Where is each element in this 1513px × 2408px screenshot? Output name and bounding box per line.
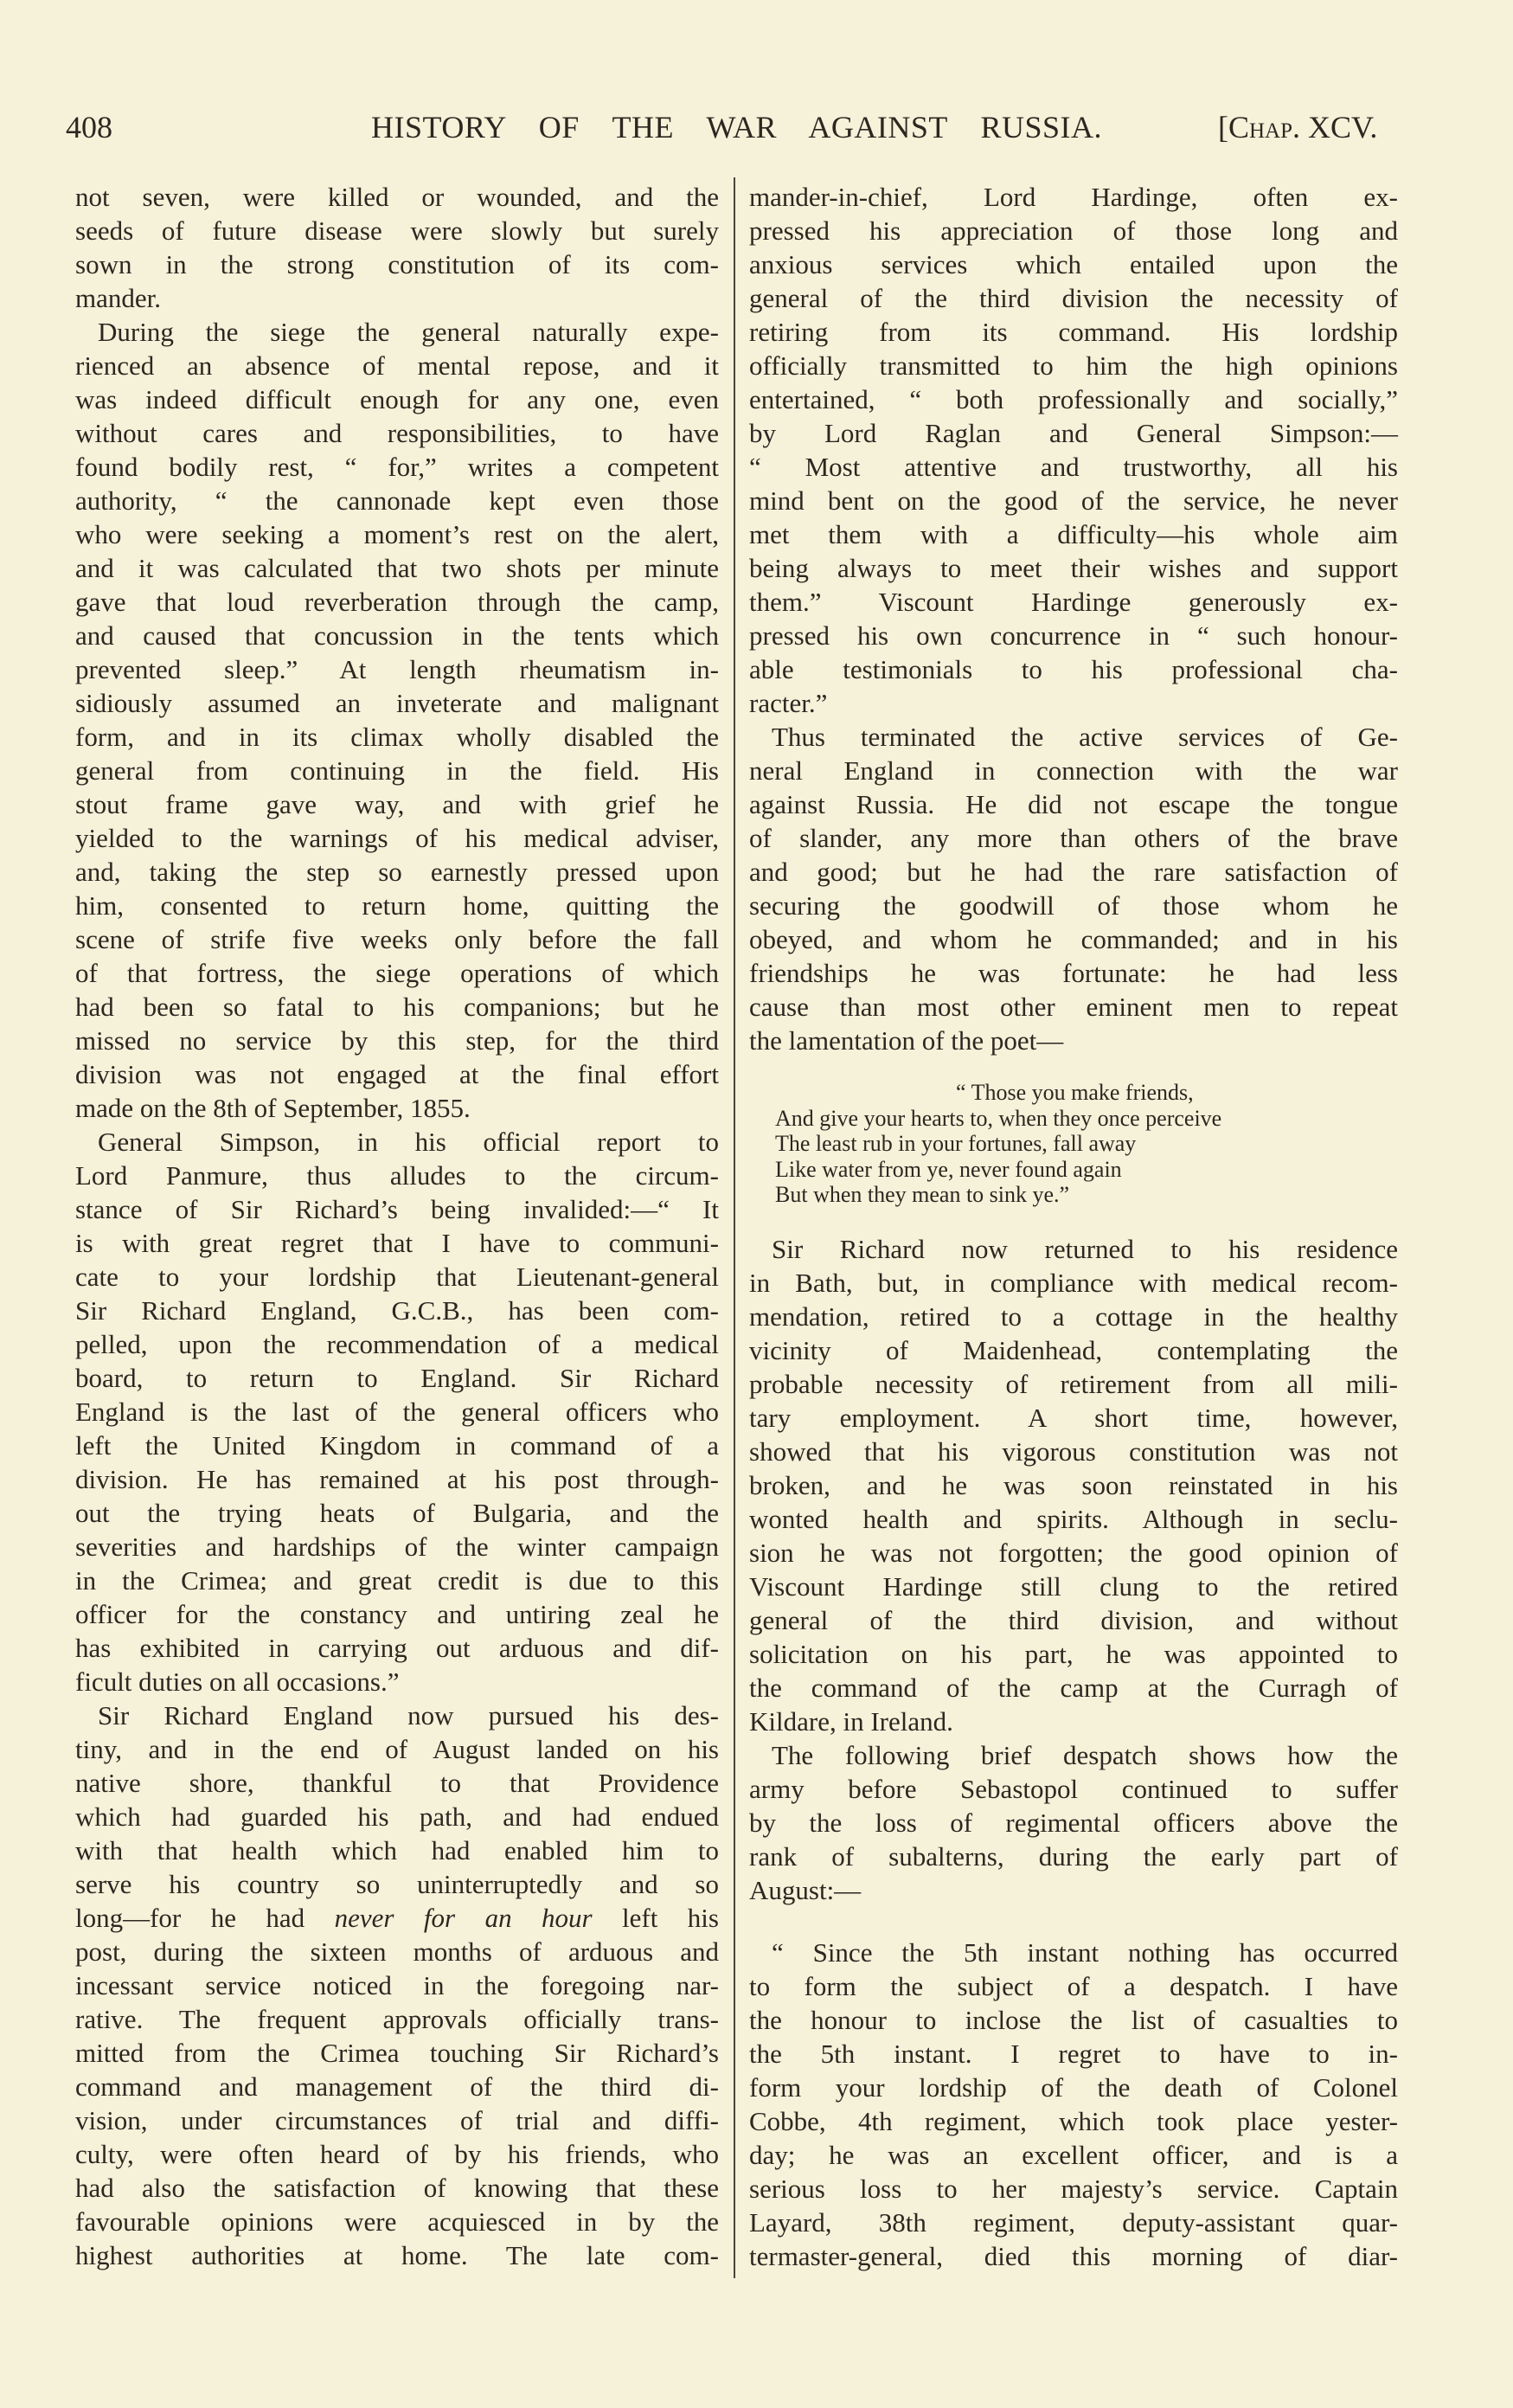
left-column-line: him, consented to return home, quitting the xyxy=(75,890,719,921)
right-column-line: the honour to inclose the list of casualties to xyxy=(749,2005,1398,2035)
right-column-line: friendships he was fortunate: he had less xyxy=(749,958,1398,988)
poem-line: But when they mean to sink ye.” xyxy=(775,1182,1070,1207)
right-column-line: racter.” xyxy=(749,688,828,718)
left-column-line: scene of strife five weeks only before the fall xyxy=(75,924,719,954)
right-column-line: Thus terminated the active services of Ge- xyxy=(772,722,1398,752)
right-column-line: general of the third division, and without xyxy=(749,1605,1398,1635)
right-column-line: wonted health and spirits. Although in seclu- xyxy=(749,1504,1398,1534)
left-column-line: Lord Panmure, thus alludes to the circum- xyxy=(75,1160,719,1191)
right-column-line: retiring from its command. His lordship xyxy=(749,317,1398,347)
left-column-line: and caused that concussion in the tents which xyxy=(75,620,719,651)
right-column-line: broken, and he was soon reinstated in his xyxy=(749,1470,1398,1500)
left-column-line: command and management of the third di- xyxy=(75,2071,719,2102)
right-column-line: Viscount Hardinge still clung to the retired xyxy=(749,1571,1398,1602)
poem-line: The least rub in your fortunes, fall away xyxy=(775,1131,1137,1156)
left-column-line: severities and hardships of the winter campaign xyxy=(75,1531,719,1562)
left-column-line: yielded to the warnings of his medical adviser, xyxy=(75,823,719,853)
left-column-line: gave that loud reverberation through the camp, xyxy=(75,587,719,617)
left-column-line: had also the satisfaction of knowing that these xyxy=(75,2173,719,2203)
left-column-line: and, taking the step so earnestly pressed upon xyxy=(75,857,719,887)
left-column-line: authority, “ the cannonade kept even those xyxy=(75,485,719,516)
right-column-line: against Russia. He did not escape the tongue xyxy=(749,789,1398,819)
poem-line: “ Those you make friends, xyxy=(956,1080,1194,1105)
right-column-line: met them with a difficulty—his whole aim xyxy=(749,519,1398,549)
left-column-line: General Simpson, in his official report to xyxy=(98,1127,719,1157)
right-column-line: “ Most attentive and trustworthy, all his xyxy=(749,452,1398,482)
right-column-line: sion he was not forgotten; the good opinion of xyxy=(749,1538,1398,1568)
left-column-line: in the Crimea; and great credit is due to this xyxy=(75,1565,719,1596)
right-column-line: tary employment. A short time, however, xyxy=(749,1403,1398,1433)
right-column-line: cause than most other eminent men to repeat xyxy=(749,992,1398,1022)
left-column-line: pelled, upon the recommendation of a medical xyxy=(75,1329,719,1359)
left-column-line: seeds of future disease were slowly but surely xyxy=(75,215,719,246)
right-column-line: serious loss to her majesty’s service. Captain xyxy=(749,2174,1398,2204)
left-column-line: who were seeking a moment’s rest on the alert, xyxy=(75,519,719,549)
left-column-line: incessant service noticed in the foregoing nar- xyxy=(75,1970,719,2000)
right-column-line: mander-in-chief, Lord Hardinge, often ex- xyxy=(749,182,1398,212)
right-column-line: entertained, “ both professionally and socially,” xyxy=(749,384,1398,414)
left-column-line: missed no service by this step, for the third xyxy=(75,1025,719,1056)
left-column-line: division. He has remained at his post through- xyxy=(75,1464,719,1494)
right-column-line: them.” Viscount Hardinge generously ex- xyxy=(749,587,1398,617)
left-column-line: tiny, and in the end of August landed on his xyxy=(75,1734,719,1764)
right-column-line: to form the subject of a despatch. I have xyxy=(749,1971,1398,2001)
right-column-line: anxious services which entailed upon the xyxy=(749,249,1398,279)
right-column-line: solicitation on his part, he was appointed to xyxy=(749,1639,1398,1669)
left-column-line: with that health which had enabled him to xyxy=(75,1835,719,1865)
right-column-line: the lamentation of the poet— xyxy=(749,1025,1064,1056)
right-column-line: Sir Richard now returned to his residence xyxy=(772,1234,1398,1264)
left-column-line: of that fortress, the siege operations of which xyxy=(75,958,719,988)
right-column-line: Cobbe, 4th regiment, which took place yester- xyxy=(749,2106,1398,2136)
left-column-line: post, during the sixteen months of arduous and xyxy=(75,1936,719,1967)
left-column-line: left the United Kingdom in command of a xyxy=(75,1430,719,1461)
left-column-line: During the siege the general naturally expe- xyxy=(98,317,719,347)
left-column-line xyxy=(75,1901,719,1935)
text-fragment: left his xyxy=(592,1903,719,1933)
right-column-line: pressed his own concurrence in “ such honour- xyxy=(749,620,1398,651)
right-column-line: The following brief despatch shows how the xyxy=(772,1740,1398,1770)
left-column-line: sown in the strong constitution of its com- xyxy=(75,249,719,279)
left-column-line: ficult duties on all occasions.” xyxy=(75,1666,400,1697)
left-column-line: Sir Richard England, G.C.B., has been com- xyxy=(75,1295,719,1326)
left-column-line: stance of Sir Richard’s being invalided:—“ It xyxy=(75,1194,719,1224)
left-column-line: highest authorities at home. The late com- xyxy=(75,2240,719,2270)
left-column-line: rative. The frequent approvals officially trans- xyxy=(75,2004,719,2034)
right-column-line: the 5th instant. I regret to have to in- xyxy=(749,2039,1398,2069)
right-column-line: pressed his appreciation of those long and xyxy=(749,215,1398,246)
left-column-line: vision, under circumstances of trial and diffi- xyxy=(75,2105,719,2135)
right-column-line: army before Sebastopol continued to suffer xyxy=(749,1774,1398,1804)
left-column-line: Sir Richard England now pursued his des- xyxy=(98,1700,719,1731)
left-column-line: rienced an absence of mental repose, and it xyxy=(75,350,719,381)
left-column-line: division was not engaged at the final effort xyxy=(75,1059,719,1089)
running-title: HISTORY OF THE WAR AGAINST RUSSIA. xyxy=(371,110,1102,144)
left-column-line: officer for the constancy and untiring zeal he xyxy=(75,1599,719,1629)
chapter-label: [Chap. XCV. xyxy=(1218,110,1378,144)
right-column-line: of slander, any more than others of the brave xyxy=(749,823,1398,853)
right-column-line: being always to meet their wishes and support xyxy=(749,553,1398,583)
right-column-line: mendation, retired to a cottage in the healthy xyxy=(749,1301,1398,1332)
left-column-line: form, and in its climax wholly disabled the xyxy=(75,722,719,752)
right-column-line: Kildare, in Ireland. xyxy=(749,1706,953,1737)
left-column-line: England is the last of the general officers who xyxy=(75,1397,719,1427)
left-column-line: favourable opinions were acquiesced in by the xyxy=(75,2206,719,2237)
left-column-line: prevented sleep.” At length rheumatism in- xyxy=(75,654,719,684)
left-column-line: sidiously assumed an inveterate and malignant xyxy=(75,688,719,718)
right-column-line: August:— xyxy=(749,1875,862,1905)
right-column-line: vicinity of Maidenhead, contemplating the xyxy=(749,1335,1398,1365)
left-column-line: and it was calculated that two shots per minute xyxy=(75,553,719,583)
right-column-line: securing the goodwill of those whom he xyxy=(749,890,1398,921)
left-column-line: out the trying heats of Bulgaria, and the xyxy=(75,1498,719,1528)
left-column-line: not seven, were killed or wounded, and the xyxy=(75,182,719,212)
right-column-line: neral England in connection with the war xyxy=(749,755,1398,786)
left-column-line: serve his country so uninterruptedly and so xyxy=(75,1869,719,1899)
right-column-line: and good; but he had the rare satisfaction of xyxy=(749,857,1398,887)
poem-line: Like water from ye, never found again xyxy=(775,1156,1122,1182)
right-column-line: day; he was an excellent officer, and is a xyxy=(749,2140,1398,2170)
right-column-line: showed that his vigorous constitution was not xyxy=(749,1436,1398,1467)
left-column-line: was indeed difficult enough for any one, even xyxy=(75,384,719,414)
right-column-line: by the loss of regimental officers above the xyxy=(749,1808,1398,1838)
left-column-line: mander. xyxy=(75,283,161,313)
right-column-line: Layard, 38th regiment, deputy-assistant quar- xyxy=(749,2207,1398,2238)
poem-line: And give your hearts to, when they once perceive xyxy=(775,1105,1222,1131)
right-column-line: form your lordship of the death of Colonel xyxy=(749,2072,1398,2103)
right-column-line: general of the third division the necessity of xyxy=(749,283,1398,313)
left-column-line: native shore, thankful to that Providence xyxy=(75,1768,719,1798)
left-column-line: which had guarded his path, and had endued xyxy=(75,1801,719,1832)
right-column-line: in Bath, but, in compliance with medical recom- xyxy=(749,1268,1398,1298)
right-column-line: the command of the camp at the Curragh of xyxy=(749,1673,1398,1703)
left-column-line: general from continuing in the field. His xyxy=(75,755,719,786)
right-column-line: probable necessity of retirement from all mili- xyxy=(749,1369,1398,1399)
left-column-line: mitted from the Crimea touching Sir Richard’s xyxy=(75,2038,719,2068)
left-column-line: found bodily rest, “ for,” writes a competent xyxy=(75,452,719,482)
left-column-line: stout frame gave way, and with grief he xyxy=(75,789,719,819)
right-column-line: termaster-general, died this morning of diar- xyxy=(749,2241,1398,2271)
left-column-line: without cares and responsibilities, to have xyxy=(75,418,719,448)
left-column-line: made on the 8th of September, 1855. xyxy=(75,1093,471,1123)
right-column-line: officially transmitted to him the high opinions xyxy=(749,350,1398,381)
right-column-line: able testimonials to his professional cha- xyxy=(749,654,1398,684)
left-column-line: has exhibited in carrying out arduous and dif- xyxy=(75,1633,719,1663)
page-number: 408 xyxy=(66,110,112,144)
italic-phrase: never for an hour xyxy=(334,1903,593,1933)
right-column-line: by Lord Raglan and General Simpson:— xyxy=(749,418,1398,448)
right-column-line: “ Since the 5th instant nothing has occurred xyxy=(772,1937,1398,1968)
column-divider xyxy=(734,177,735,2278)
left-column-line: had been so fatal to his companions; but he xyxy=(75,992,719,1022)
left-column-line: cate to your lordship that Lieutenant-general xyxy=(75,1262,719,1292)
left-column-line: culty, were often heard of by his friends, who xyxy=(75,2139,719,2169)
right-column-line: obeyed, and whom he commanded; and in his xyxy=(749,924,1398,954)
right-column-line: mind bent on the good of the service, he never xyxy=(749,485,1398,516)
left-column-line: board, to return to England. Sir Richard xyxy=(75,1363,719,1393)
text-fragment: long—for he had xyxy=(75,1903,335,1933)
left-column-line: is with great regret that I have to communi- xyxy=(75,1228,719,1258)
right-column-line: rank of subalterns, during the early part of xyxy=(749,1841,1398,1872)
